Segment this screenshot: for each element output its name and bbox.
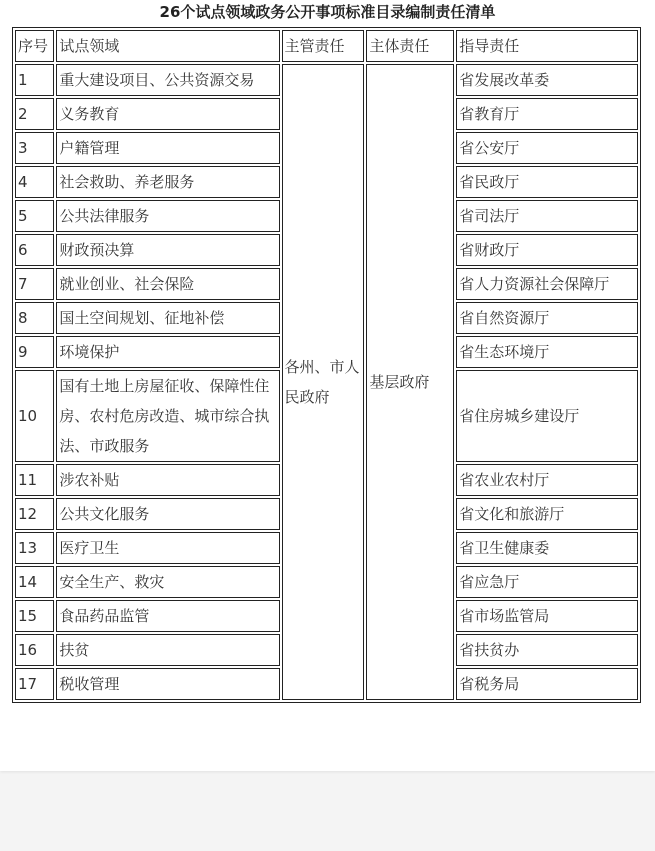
- cell-seq: 5: [15, 200, 54, 232]
- cell-seq: 14: [15, 566, 54, 598]
- cell-seq: 3: [15, 132, 54, 164]
- cell-domain: 税收管理: [56, 668, 279, 700]
- cell-guide: 省生态环境厅: [456, 336, 638, 368]
- cell-domain: 医疗卫生: [56, 532, 279, 564]
- cell-domain: 公共文化服务: [56, 498, 279, 530]
- cell-domain: 户籍管理: [56, 132, 279, 164]
- cell-seq: 8: [15, 302, 54, 334]
- cell-seq: 15: [15, 600, 54, 632]
- cell-guide: 省市场监管局: [456, 600, 638, 632]
- cell-seq: 4: [15, 166, 54, 198]
- cell-domain: 就业创业、社会保险: [56, 268, 279, 300]
- cell-domain: 社会救助、养老服务: [56, 166, 279, 198]
- header-guide: 指导责任: [456, 30, 638, 62]
- cell-domain: 公共法律服务: [56, 200, 279, 232]
- cell-domain: 安全生产、救灾: [56, 566, 279, 598]
- cell-guide: 省民政厅: [456, 166, 638, 198]
- cell-domain: 重大建设项目、公共资源交易: [56, 64, 279, 96]
- cell-guide: 省司法厅: [456, 200, 638, 232]
- cell-domain: 义务教育: [56, 98, 279, 130]
- header-domain: 试点领域: [56, 30, 279, 62]
- cell-guide: 省扶贫办: [456, 634, 638, 666]
- cell-domain: 涉农补贴: [56, 464, 279, 496]
- cell-guide: 省发展改革委: [456, 64, 638, 96]
- cell-guide: 省文化和旅游厅: [456, 498, 638, 530]
- header-seq: 序号: [15, 30, 54, 62]
- cell-seq: 1: [15, 64, 54, 96]
- table-header-row: [15, 30, 638, 62]
- cell-domain: 环境保护: [56, 336, 279, 368]
- cell-guide: 省农业农村厅: [456, 464, 638, 496]
- cell-domain: 财政预决算: [56, 234, 279, 266]
- cell-domain: 国土空间规划、征地补偿: [56, 302, 279, 334]
- cell-main-merged: 基层政府: [366, 64, 454, 700]
- cell-guide: 省卫生健康委: [456, 532, 638, 564]
- cell-domain: 国有土地上房屋征收、保障性住房、农村危房改造、城市综合执法、市政服务: [56, 370, 279, 462]
- cell-domain: 食品药品监管: [56, 600, 279, 632]
- cell-seq: 10: [15, 370, 54, 462]
- cell-seq: 2: [15, 98, 54, 130]
- cell-domain: 扶贫: [56, 634, 279, 666]
- cell-guide: 省税务局: [456, 668, 638, 700]
- cell-guide: 省教育厅: [456, 98, 638, 130]
- cell-supervisor-merged: 各州、市人民政府: [282, 64, 365, 700]
- cell-seq: 9: [15, 336, 54, 368]
- cell-guide: 省人力资源社会保障厅: [456, 268, 638, 300]
- cell-seq: 12: [15, 498, 54, 530]
- page-title: 26个试点领域政务公开事项标准目录编制责任清单: [159, 3, 496, 21]
- cell-seq: 16: [15, 634, 54, 666]
- header-supervisor: 主管责任: [282, 30, 365, 62]
- header-main: 主体责任: [366, 30, 454, 62]
- responsibility-table: [12, 27, 641, 703]
- cell-seq: 6: [15, 234, 54, 266]
- cell-seq: 13: [15, 532, 54, 564]
- table-row: [15, 64, 638, 96]
- cell-seq: 7: [15, 268, 54, 300]
- cell-seq: 17: [15, 668, 54, 700]
- cell-seq: 11: [15, 464, 54, 496]
- cell-guide: 省应急厅: [456, 566, 638, 598]
- cell-guide: 省公安厅: [456, 132, 638, 164]
- cell-guide: 省自然资源厅: [456, 302, 638, 334]
- cell-guide: 省财政厅: [456, 234, 638, 266]
- cell-guide: 省住房城乡建设厅: [456, 370, 638, 462]
